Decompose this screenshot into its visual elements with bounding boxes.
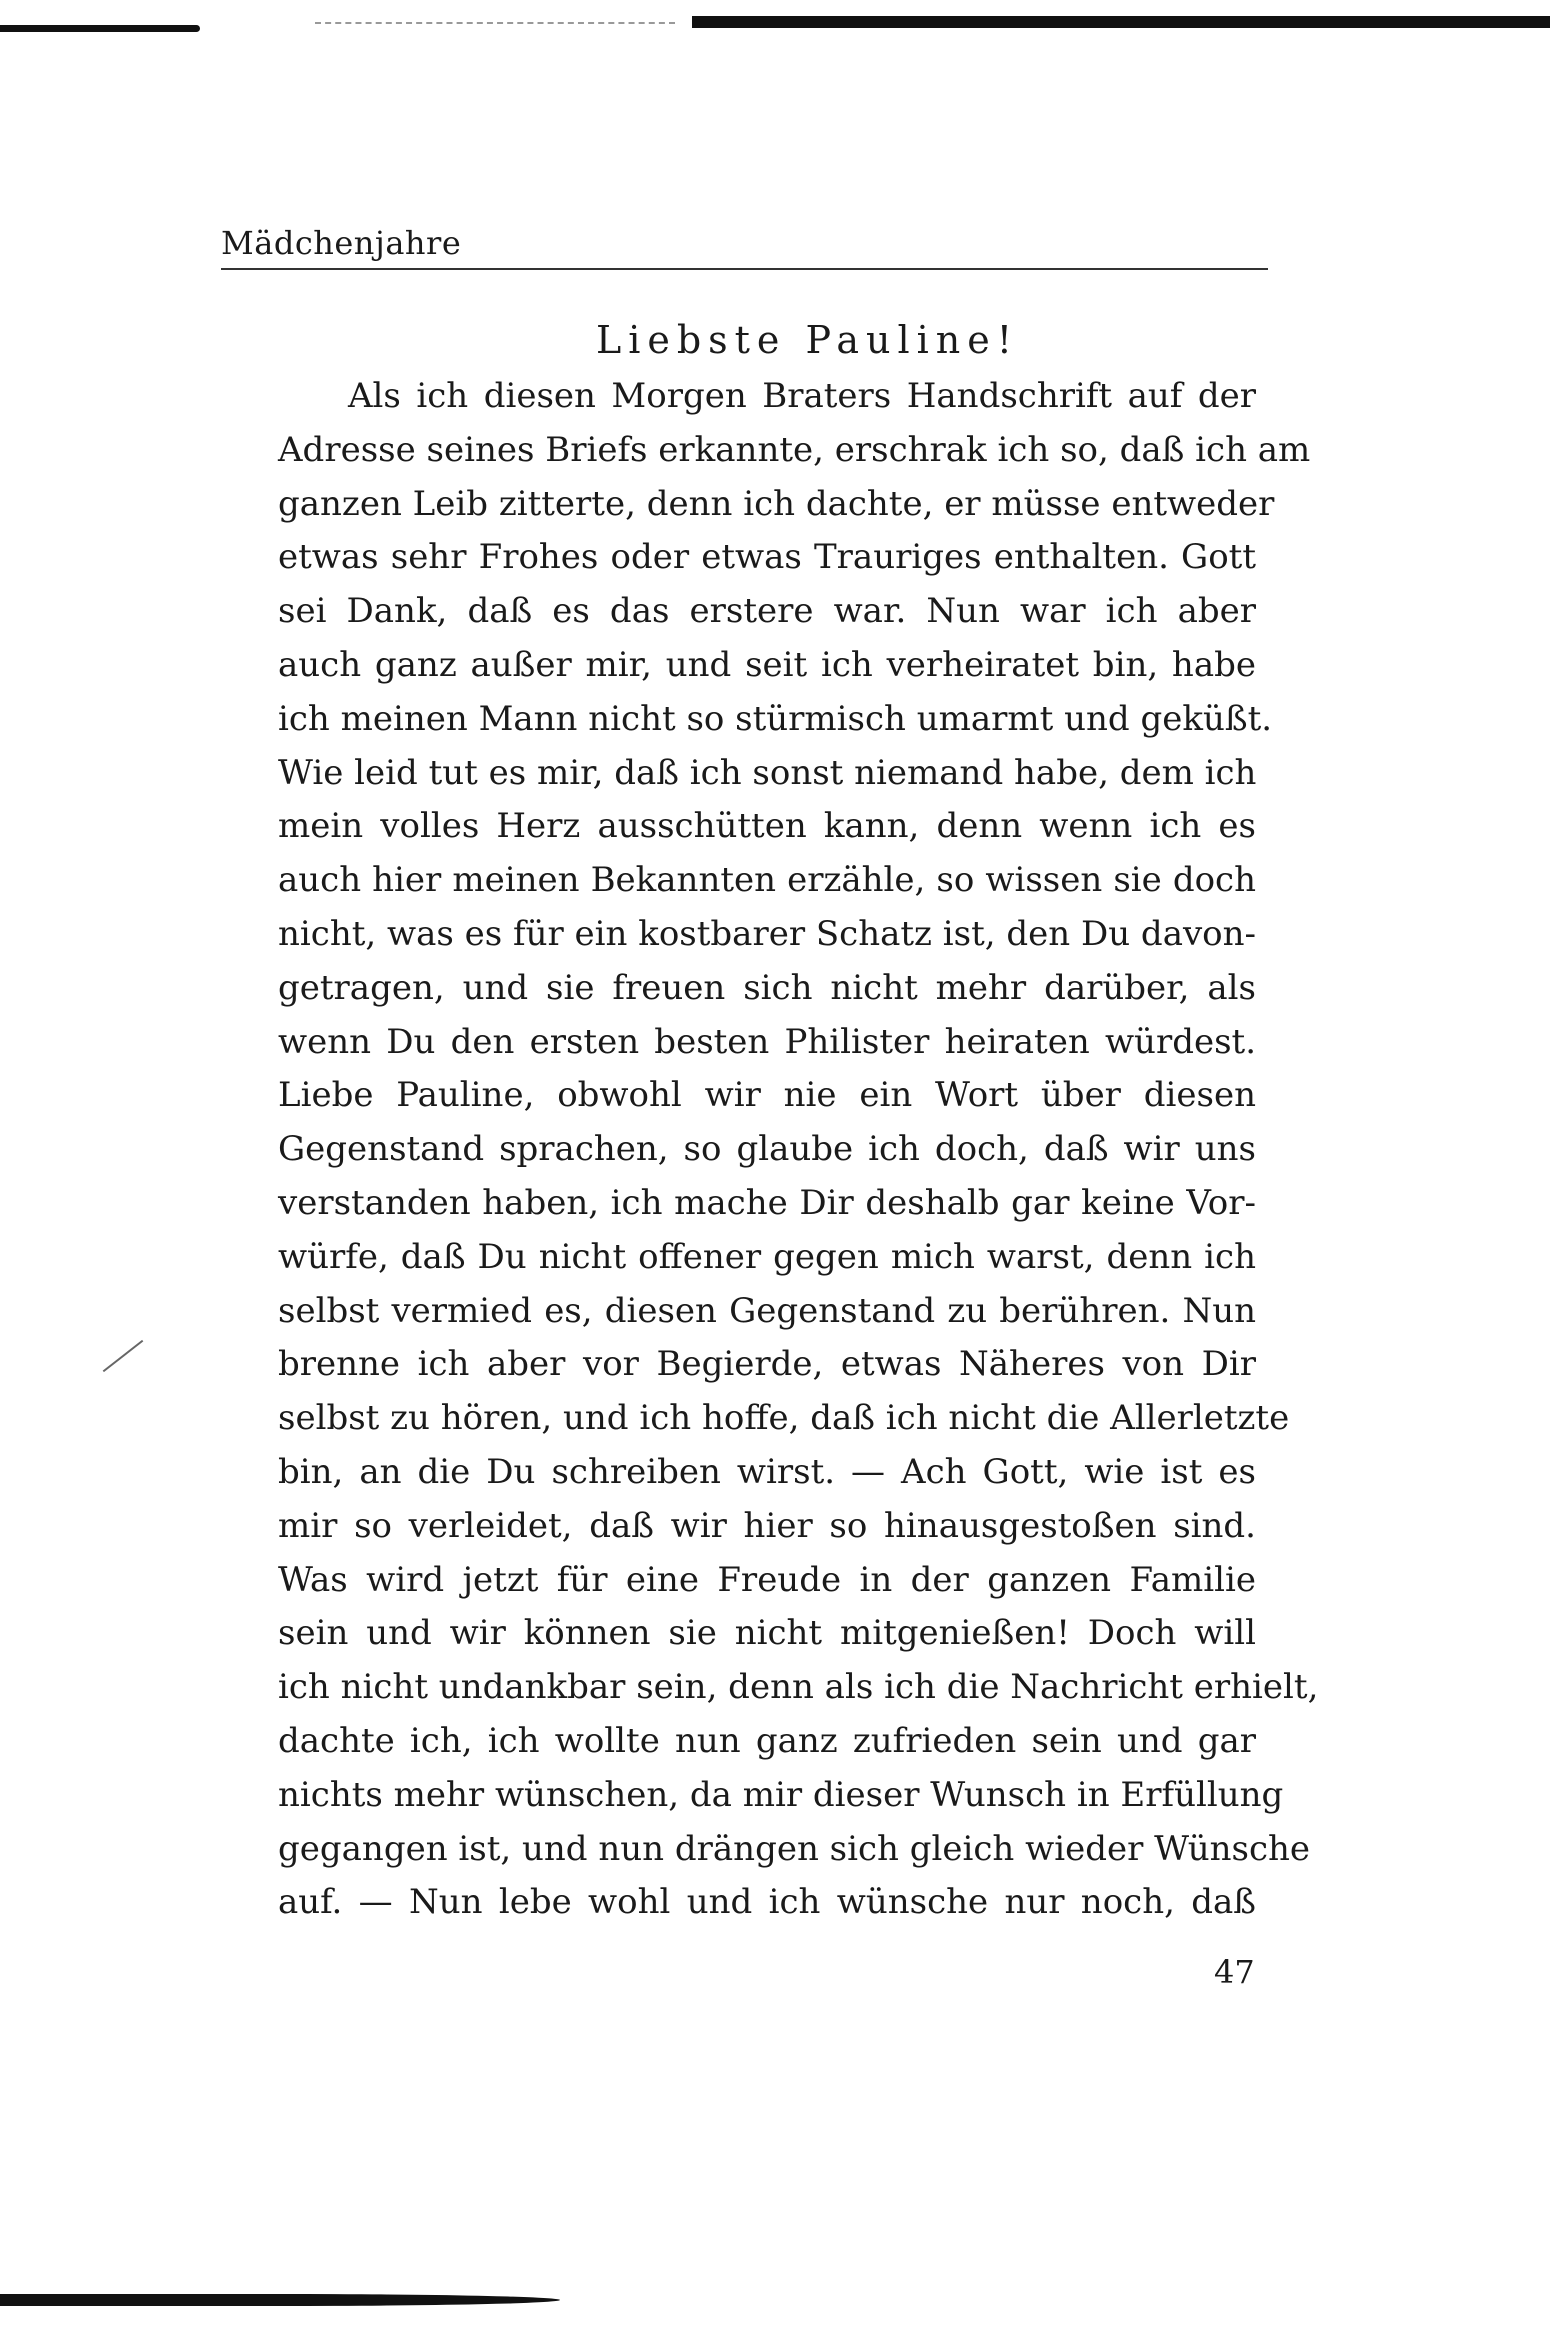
text-line: mir so verleidet, daß wir hier so hinausgestoßen sind. (278, 1505, 1256, 1546)
scan-edge-bottom (0, 2294, 560, 2306)
header-rule (221, 268, 1268, 270)
text-line: verstanden haben, ich mache Dir deshalb gar keine Vor- (278, 1182, 1256, 1223)
text-line: ganzen Leib zitterte, denn ich dachte, er müsse entweder (278, 483, 1275, 524)
text-line: ich nicht undankbar sein, denn als ich die Nachricht erhielt, (278, 1667, 1319, 1708)
text-line: etwas sehr Frohes oder etwas Trauriges enthalten. Gott (278, 537, 1256, 578)
text-line: brenne ich aber vor Begierde, etwas Näheres von Dir (278, 1344, 1256, 1385)
text-line: Als ich diesen Morgen Braters Handschrift auf der (348, 376, 1256, 416)
text-line: selbst vermied es, diesen Gegenstand zu berühren. Nun (278, 1290, 1256, 1331)
scan-edge-top-right (692, 16, 1550, 28)
text-line: Was wird jetzt für eine Freude in der ganzen Familie (278, 1559, 1256, 1600)
text-line: würfe, daß Du nicht offener gegen mich warst, denn ich (278, 1236, 1256, 1277)
text-line: wenn Du den ersten besten Philister heiraten würdest. (278, 1021, 1256, 1062)
text-line: mein volles Herz ausschütten kann, denn wenn ich es (278, 806, 1256, 847)
text-line: selbst zu hören, und ich hoffe, daß ich nicht die Allerletzte (278, 1398, 1290, 1439)
text-line: auf. — Nun lebe wohl und ich wünsche nur noch, daß (278, 1882, 1256, 1923)
page-number: 47 (1214, 1953, 1255, 1991)
text-line: Adresse seines Briefs erkannte, erschrak ich so, daß ich am (278, 429, 1311, 470)
letter-salutation: Liebste Pauline! (595, 318, 1020, 362)
scan-edge-top-dashes (315, 22, 675, 24)
text-line: sei Dank, daß es das erstere war. Nun war ich aber (278, 591, 1256, 632)
stray-pen-mark (103, 1340, 144, 1372)
text-line: sein und wir können sie nicht mitgenießen! Doch will (278, 1613, 1256, 1654)
running-head: Mädchenjahre (221, 224, 462, 262)
text-line: auch hier meinen Bekannten erzähle, so wissen sie doch (278, 860, 1256, 901)
text-line: Wie leid tut es mir, daß ich sonst niemand habe, dem ich (278, 752, 1257, 793)
text-line: getragen, und sie freuen sich nicht mehr darüber, als (278, 967, 1256, 1008)
text-line: dachte ich, ich wollte nun ganz zufrieden sein und gar (278, 1720, 1256, 1761)
text-line: Liebe Pauline, obwohl wir nie ein Wort über diesen (278, 1075, 1256, 1116)
letter-body (278, 370, 1319, 1930)
text-line: bin, an die Du schreiben wirst. — Ach Gott, wie ist es (278, 1451, 1256, 1492)
scan-edge-top-left (0, 25, 200, 32)
text-line: gegangen ist, und nun drängen sich gleich wieder Wünsche (278, 1828, 1311, 1869)
text-line: nichts mehr wünschen, da mir dieser Wunsch in Erfüllung (278, 1774, 1284, 1815)
text-line: nicht, was es für ein kostbarer Schatz ist, den Du davon- (278, 913, 1257, 954)
text-line: Gegenstand sprachen, so glaube ich doch, daß wir uns (278, 1129, 1256, 1170)
text-line: ich meinen Mann nicht so stürmisch umarmt und geküßt. (278, 698, 1273, 739)
text-line: auch ganz außer mir, und seit ich verheiratet bin, habe (278, 644, 1256, 685)
